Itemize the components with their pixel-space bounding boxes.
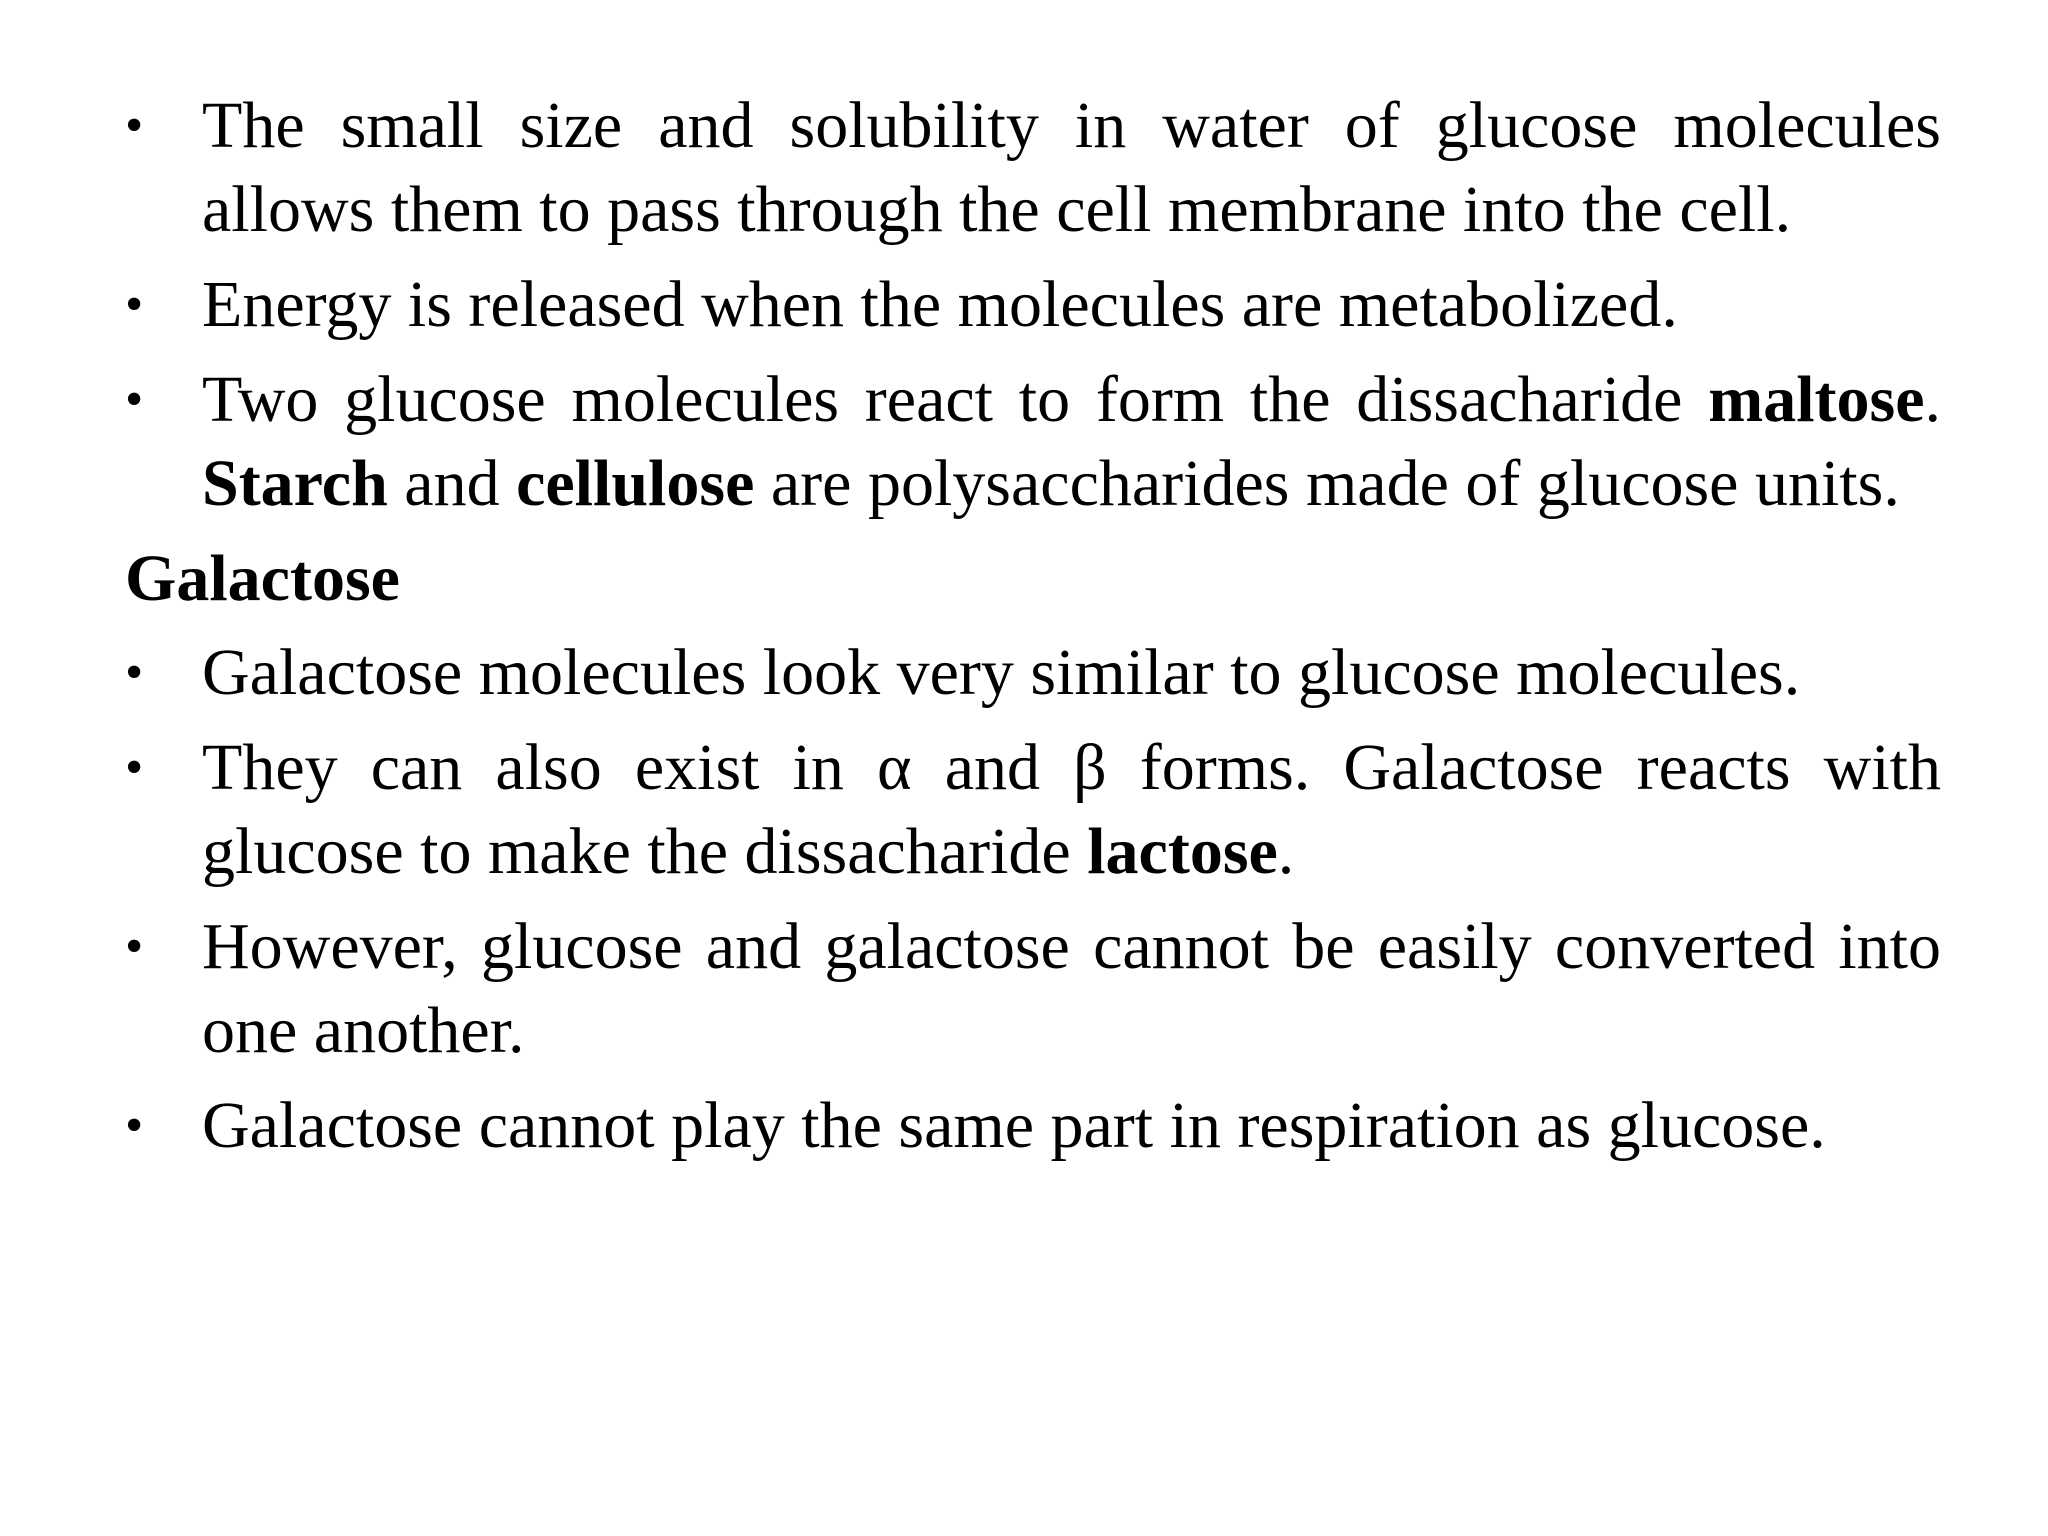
text-segment: . (1924, 363, 1941, 436)
term-cellulose: cellulose (516, 447, 755, 520)
bullet-text: Galactose molecules look very similar to glucose molecules. (202, 636, 1801, 709)
bullet-point-icon: • (125, 276, 144, 333)
term-maltose: maltose (1708, 363, 1925, 436)
section-heading-galactose: Galactose (125, 542, 400, 615)
bullet-text: The small size and solubility in water of glucose molecules allows them to pass through the cell membrane into the cell. (202, 89, 1941, 246)
bullet-point-icon: • (125, 371, 144, 428)
bullet-text (202, 726, 1941, 894)
bullet-glucose-size-solubility (125, 84, 1941, 252)
bullet-not-converted (125, 905, 1941, 1073)
bullet-alpha-beta-lactose (125, 726, 1941, 894)
bullet-point-icon: • (125, 644, 144, 701)
bullet-text: Energy is released when the molecules are metabolized. (202, 268, 1678, 341)
bullet-text: However, glucose and galactose cannot be easily converted into one another. (202, 910, 1941, 1067)
bullet-point-icon: • (125, 918, 144, 975)
bullet-point-icon: • (125, 97, 144, 154)
bullet-text: Galactose cannot play the same part in respiration as glucose. (202, 1089, 1826, 1162)
bullet-respiration (125, 1084, 1941, 1168)
slide-content (125, 84, 1941, 1179)
term-starch: Starch (202, 447, 388, 520)
text-segment: They can also exist in α and β forms. Galactose reacts with glucose to make the dissacharide (202, 731, 1941, 888)
text-segment: are polysaccharides made of glucose units. (754, 447, 1900, 520)
bullet-energy-released (125, 263, 1941, 347)
bullet-maltose-starch-cellulose (125, 358, 1941, 526)
bullet-text (202, 358, 1941, 526)
text-segment: . (1277, 815, 1295, 888)
text-segment: Two glucose molecules react to form the dissacharide (202, 363, 1709, 436)
bullet-point-icon: • (125, 1097, 144, 1154)
bullet-galactose-similar (125, 631, 1941, 715)
bullet-point-icon: • (125, 739, 144, 796)
text-segment: and (387, 447, 517, 520)
term-lactose: lactose (1087, 815, 1278, 888)
